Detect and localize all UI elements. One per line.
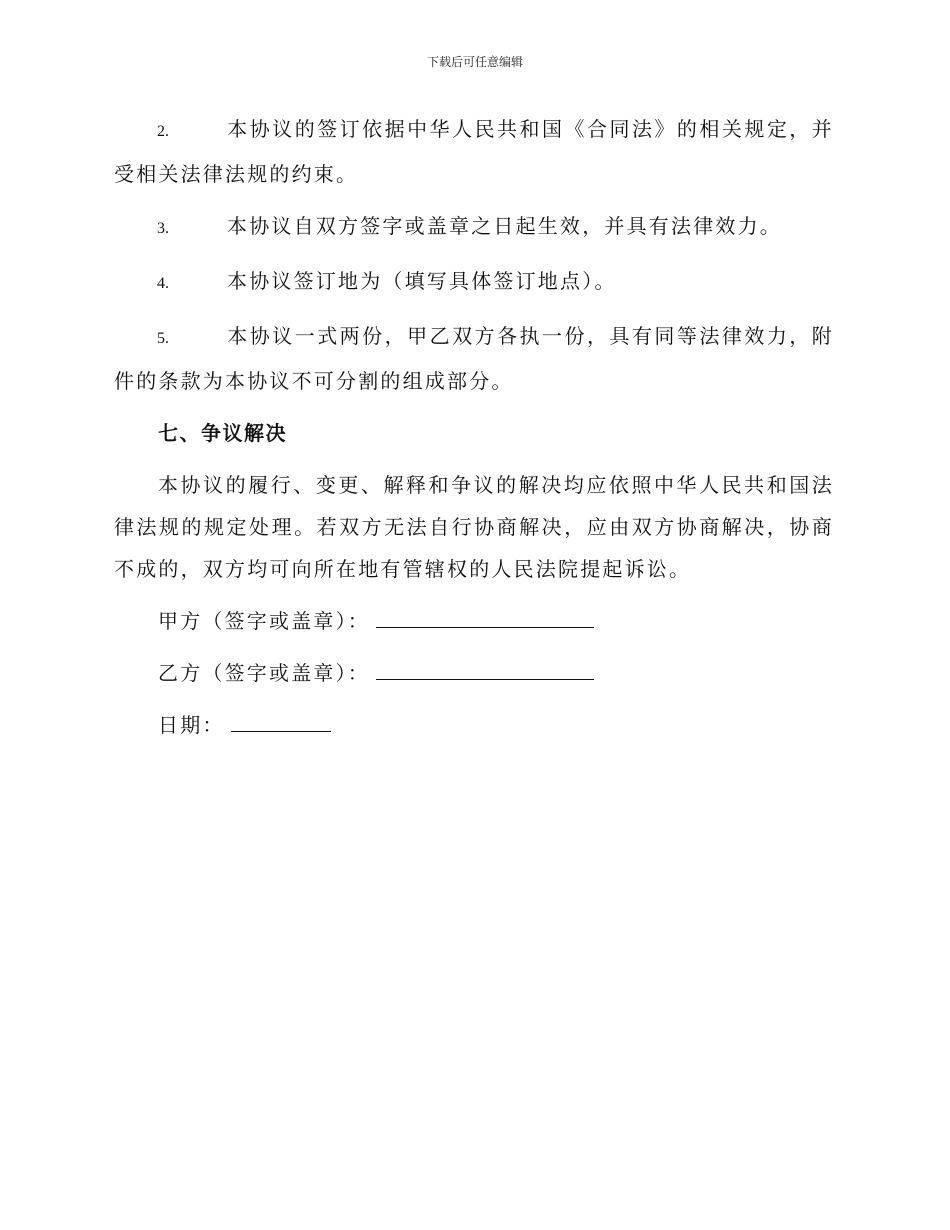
clause-text: 本协议签订地为（填写具体签订地点）。	[227, 269, 617, 293]
clause-3	[114, 205, 834, 250]
clause-text: 本协议的签订依据中华人民共和国《合同法》的相关规定，并受相关法律法规的约束。	[114, 117, 834, 186]
date-label: 日期：	[158, 713, 225, 737]
party-a-signature	[158, 600, 834, 642]
party-b-signature-blank[interactable]	[376, 659, 594, 680]
party-a-label: 甲方（签字或盖章）：	[158, 609, 370, 633]
page-header-note: 下载后可任意编辑	[426, 55, 523, 69]
party-b-signature	[158, 652, 834, 694]
clause-number: 5.	[157, 330, 169, 347]
section-body-dispute: 本协议的履行、变更、解释和争议的解决均应依照中华人民共和国法律法规的规定处理。若双方无法自行协商解决，应由双方协商解决，协商不成的，双方均可向所在地有管辖权的人民法院提起诉讼。	[114, 473, 834, 581]
section-heading-dispute: 七、争议解决	[158, 421, 287, 445]
date-line	[158, 704, 834, 746]
clause-text: 本协议自双方签字或盖章之日起生效，并具有法律效力。	[227, 214, 782, 238]
clause-number: 2.	[157, 123, 169, 140]
clause-5	[114, 315, 834, 402]
party-b-label: 乙方（签字或盖章）：	[158, 661, 370, 685]
document-body	[114, 108, 834, 756]
clause-number: 4.	[157, 275, 169, 292]
party-a-signature-blank[interactable]	[376, 607, 594, 628]
clause-4	[114, 260, 834, 305]
clause-number: 3.	[157, 220, 169, 237]
clause-text: 本协议一式两份，甲乙双方各执一份，具有同等法律效力，附件的条款为本协议不可分割的组成部分。	[114, 324, 834, 393]
date-blank[interactable]	[231, 711, 331, 732]
clause-2	[114, 108, 834, 195]
